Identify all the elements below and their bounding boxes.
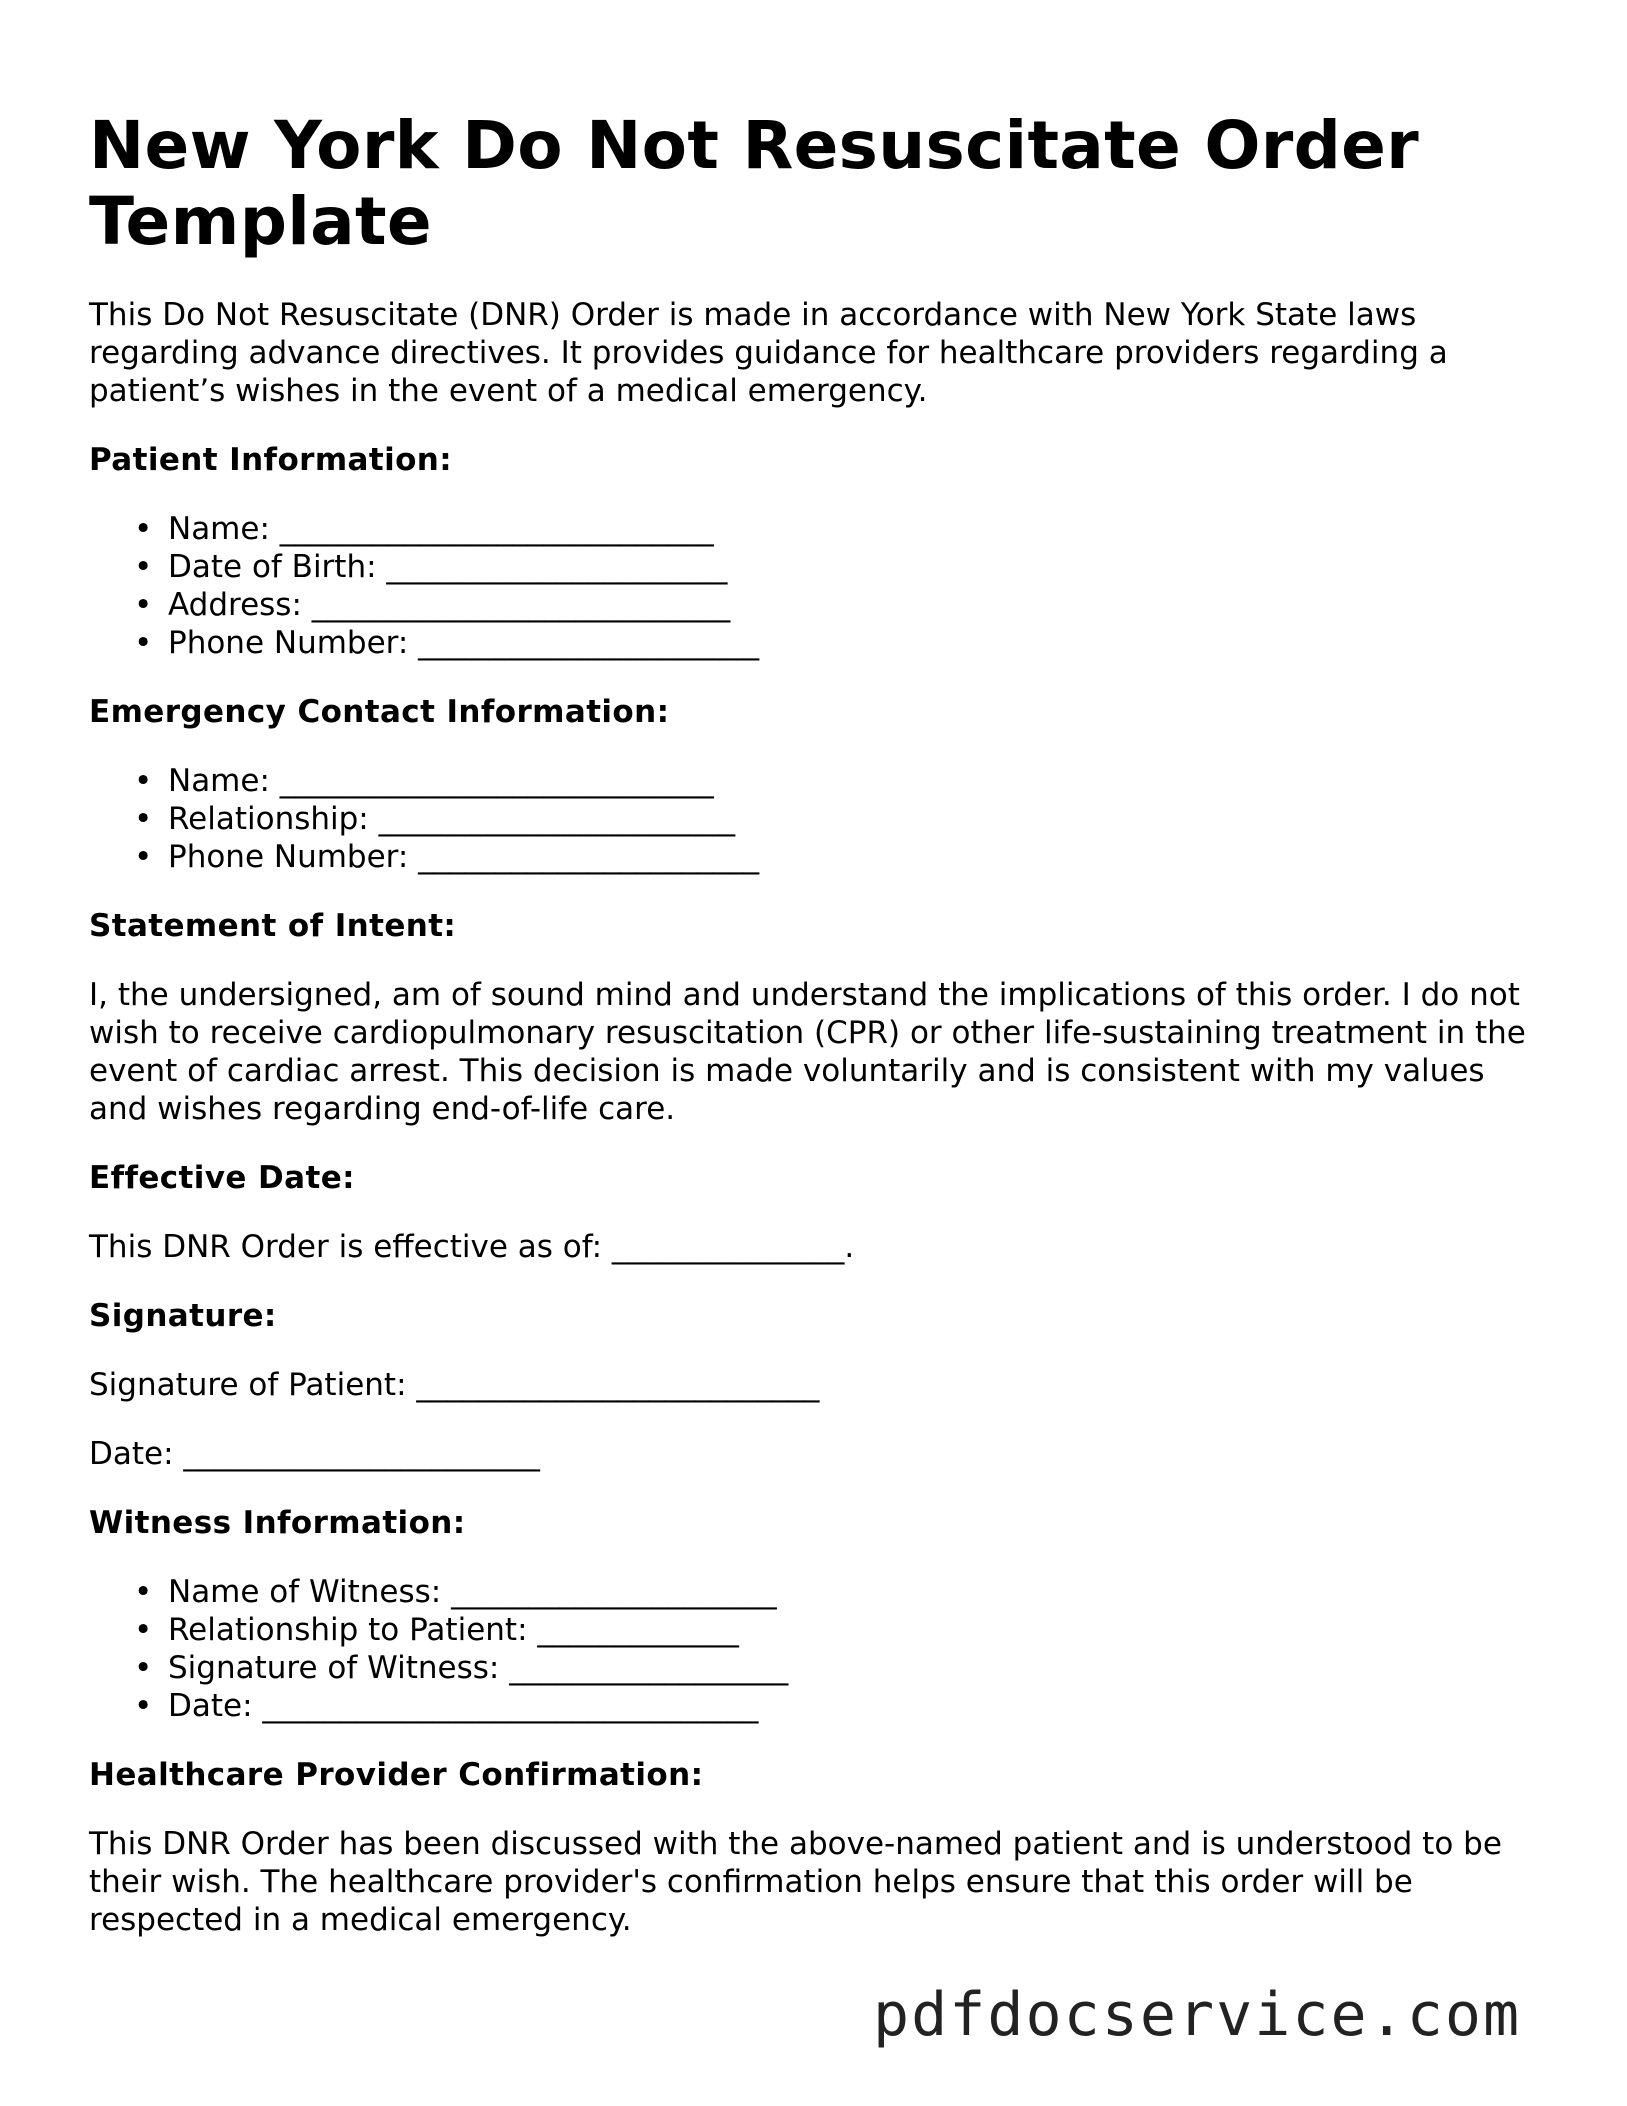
field-relationship: Relationship: _______________________ — [168, 801, 736, 837]
effective-date-heading: Effective Date: — [89, 1160, 355, 1196]
bullet-icon: • — [134, 1650, 153, 1686]
field-date-of-birth: Date of Birth: ______________________ — [168, 549, 728, 585]
patient-signature-line: Signature of Patient: __________________________ — [89, 1367, 820, 1403]
field-witness-name: Name of Witness: _____________________ — [168, 1574, 777, 1610]
list-item — [134, 838, 1549, 876]
document-page — [89, 108, 1549, 1939]
bullet-icon: • — [134, 763, 153, 799]
field-name: Name: ____________________________ — [168, 511, 714, 547]
document-title: New York Do Not Resuscitate Order Template — [89, 107, 1420, 260]
list-item — [134, 1611, 1549, 1649]
effective-date-line: This DNR Order is effective as of: _______________. — [89, 1229, 855, 1265]
field-address: Address: ___________________________ — [168, 587, 731, 623]
field-contact-phone: Phone Number: ______________________ — [168, 839, 760, 875]
list-item — [134, 1687, 1549, 1725]
intro-paragraph: This Do Not Resuscitate (DNR) Order is made in accordance with New York State laws regarding advance directives. It provides guidance for healthcare providers regarding a patient’s wishes in the event of a medical emergency. — [89, 297, 1448, 409]
statement-heading: Statement of Intent: — [89, 908, 457, 944]
witness-heading: Witness Information: — [89, 1505, 466, 1541]
bullet-icon: • — [134, 549, 153, 585]
patient-info-list — [89, 510, 1549, 662]
signature-date-line: Date: _______________________ — [89, 1436, 540, 1472]
watermark: pdfdocservice.com — [873, 1980, 1522, 2050]
bullet-icon: • — [134, 587, 153, 623]
list-item — [134, 586, 1549, 624]
bullet-icon: • — [134, 1574, 153, 1610]
list-item — [134, 762, 1549, 800]
bullet-icon: • — [134, 1688, 153, 1724]
list-item — [134, 800, 1549, 838]
list-item — [134, 1649, 1549, 1687]
bullet-icon: • — [134, 1612, 153, 1648]
field-witness-signature: Signature of Witness: __________________ — [168, 1650, 789, 1686]
field-witness-date: Date: ________________________________ — [168, 1688, 759, 1724]
list-item — [134, 624, 1549, 662]
field-witness-relationship: Relationship to Patient: _____________ — [168, 1612, 739, 1648]
field-contact-name: Name: ____________________________ — [168, 763, 714, 799]
emergency-contact-list — [89, 762, 1549, 876]
signature-heading: Signature: — [89, 1298, 277, 1334]
patient-info-heading: Patient Information: — [89, 442, 453, 478]
witness-list — [89, 1573, 1549, 1725]
bullet-icon: • — [134, 801, 153, 837]
statement-paragraph: I, the undersigned, am of sound mind and understand the implications of this order. I do not wish to receive cardiopulmonary resuscitation (CPR) or other life-sustaining treatment in the event of cardiac arrest. This decision is made voluntarily and is consistent with my values and wishes regarding end-of-life care. — [89, 977, 1526, 1127]
provider-paragraph: This DNR Order has been discussed with the above-named patient and is understood to be their wish. The healthcare provider's confirmation helps ensure that this order will be respected in a medical emergency. — [89, 1826, 1502, 1938]
field-phone-number: Phone Number: ______________________ — [168, 625, 760, 661]
list-item — [134, 1573, 1549, 1611]
bullet-icon: • — [134, 511, 153, 547]
bullet-icon: • — [134, 625, 153, 661]
list-item — [134, 548, 1549, 586]
list-item — [134, 510, 1549, 548]
bullet-icon: • — [134, 839, 153, 875]
provider-heading: Healthcare Provider Confirmation: — [89, 1757, 704, 1793]
emergency-contact-heading: Emergency Contact Information: — [89, 694, 670, 730]
